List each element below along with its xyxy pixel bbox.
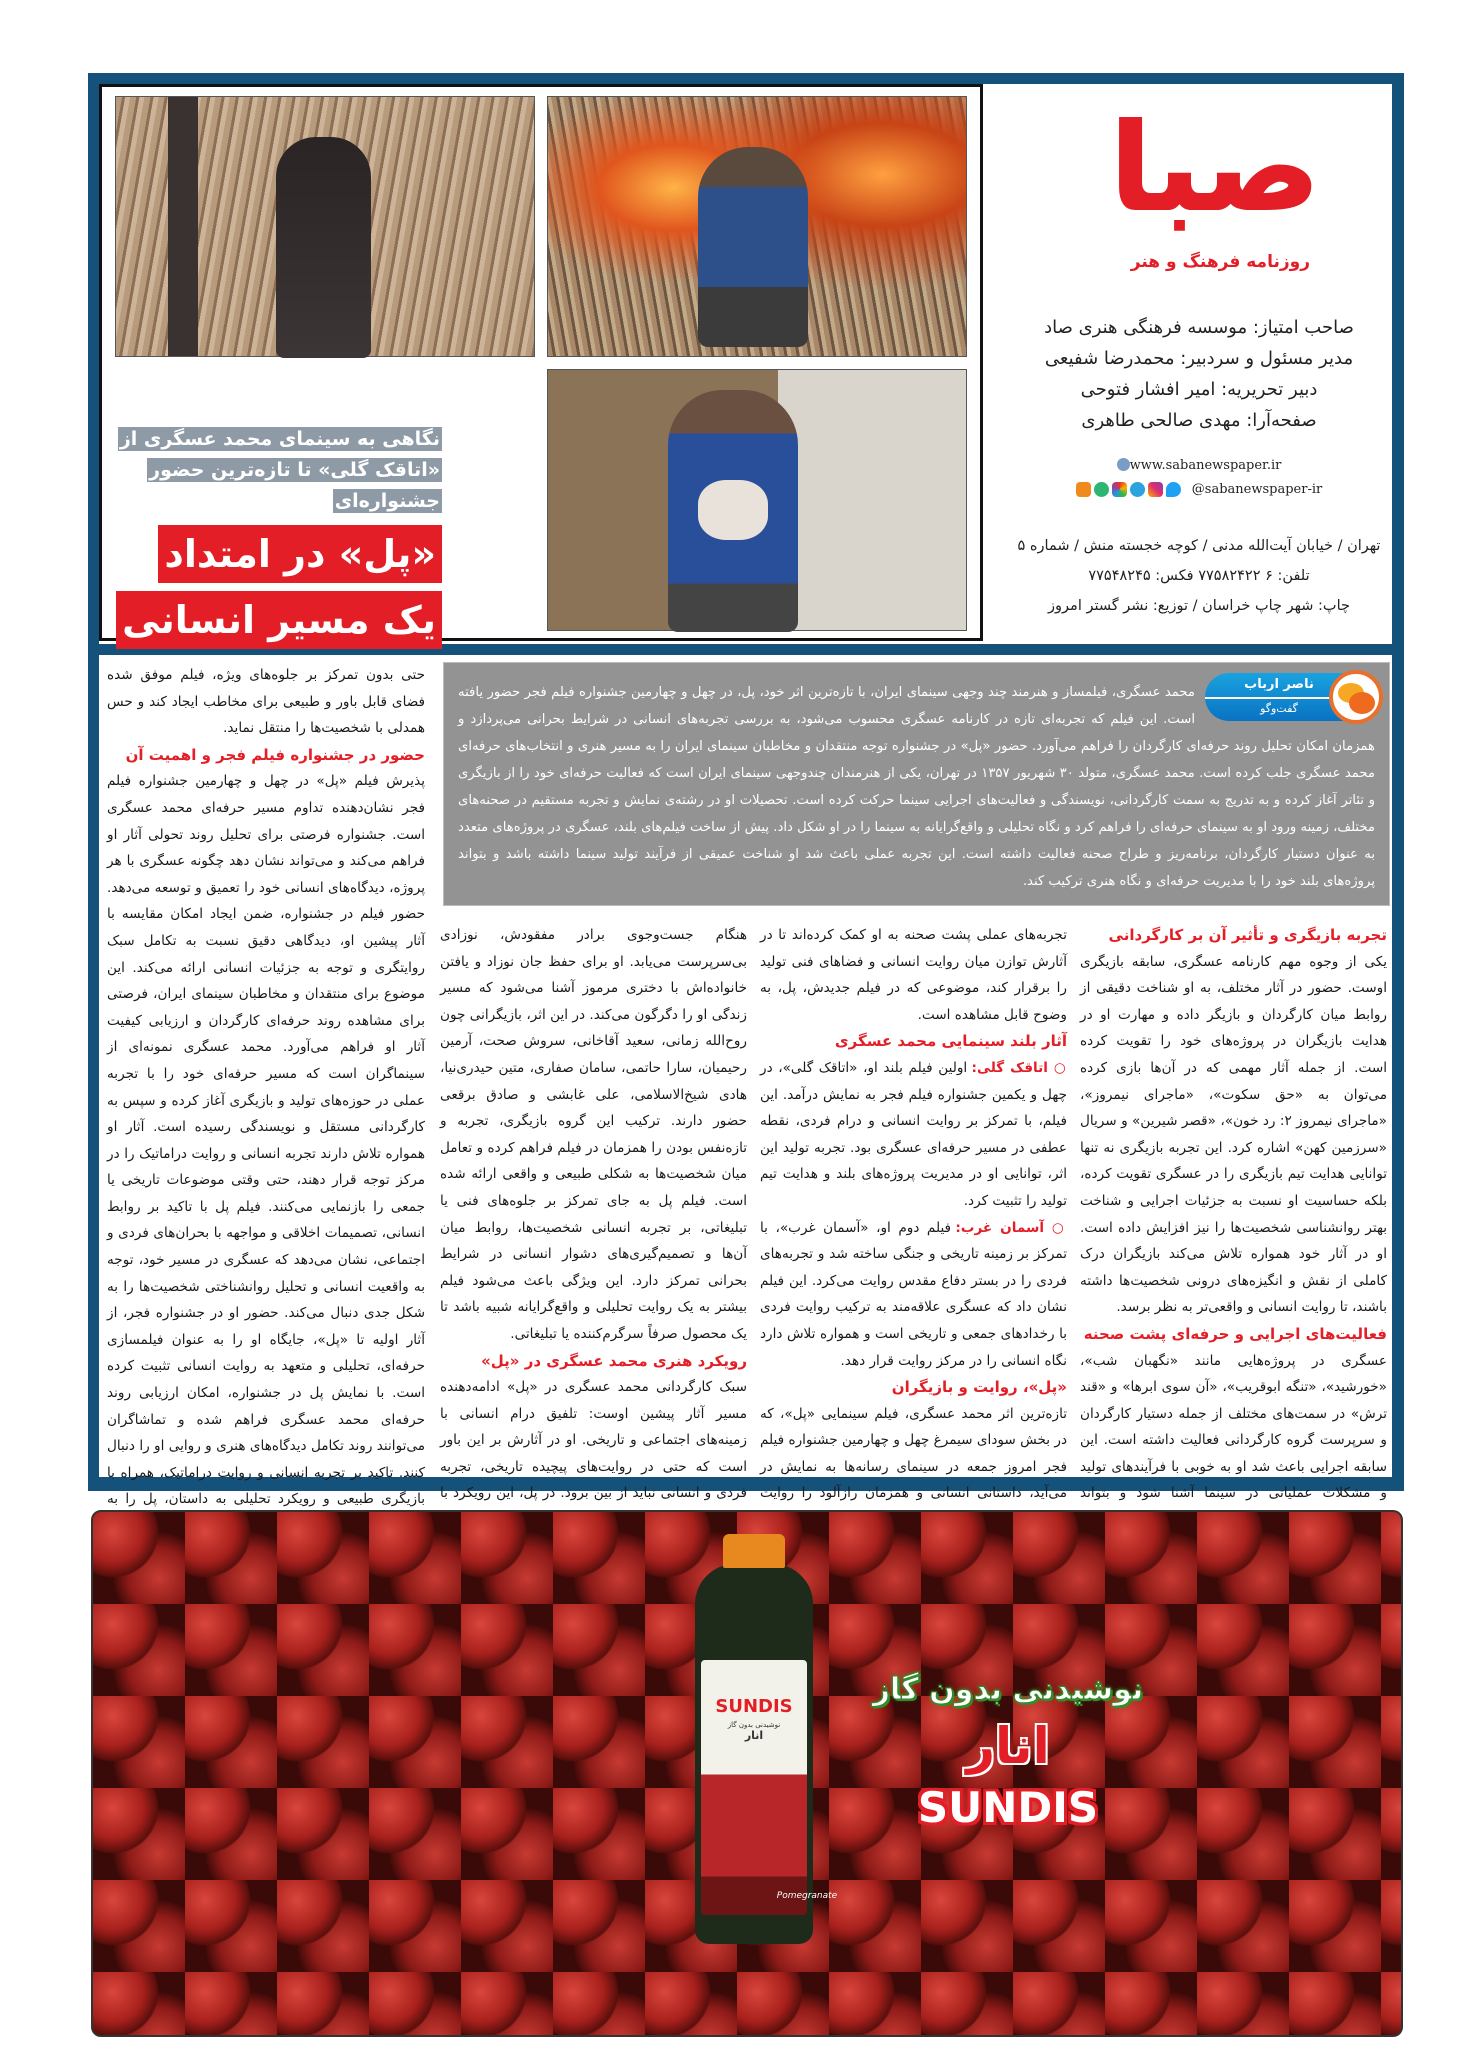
headline-kicker: نگاهی به سینمای محمد عسگری از «اتاقک گلی» تا تازه‌ترین حضور جشنواره‌ای [119, 428, 440, 512]
address-block [1010, 531, 1388, 621]
logo-tagline: روزنامه فرهنگ و هنر [1130, 252, 1310, 272]
paragraph: عسگری در پروژه‌هایی مانند «نگهبان شب»، «خورشید»، «تنگه ابوقریب»، «آن سوی ابرها» و «قند ترش» در سمت‌های مختلف از جمله دستیار کارگردان و سرپرست گروه کارگردانی فعالیت داشته است. این سابقه اجرایی باعث شد او به خوبی با فرآیندهای تولید و مشکلات عملیاتی در سینما آشنا شود و بتواند [1080, 1352, 1387, 1502]
bottle-brand: SUNDIS [715, 1696, 793, 1717]
eitaa-icon[interactable] [1076, 482, 1091, 497]
paragraph: هنگام جست‌وجوی برادر مفقودش، نوزادی بی‌سرپرست می‌یابد. او برای حفظ جان نوزاد و یافتن خانواده‌اش با دختری مرموز آشنا می‌شود که مسیر زندگی او را دگرگون می‌کند. در این اثر، بازیگرانی چون روح‌الله زمانی، سعید آقاخانی، سروش صحت، آرمین رحیمیان، سارا حاتمی، سامان صفاری، متین حیدری‌نیا، هادی شیخ‌الاسلامی، علی غابشی و صادق برقعی حضور دارند. ترکیب این گروه بازیگری، تجربه و تازه‌نفس بودن را همزمان در فیلم فراهم کرده و تعامل میان شخصیت‌ها به شکلی طبیعی و واقعی ارائه شده است. فیلم پل به جای تمرکز بر جلوه‌های فنی یا تبلیغاتی، بر تجربه انسانی شخصیت‌ها، روابط میان آن‌ها و تصمیم‌گیری‌های دشوار انسانی در شرایط بحرانی تمرکز دارد. این ویژگی باعث می‌شود فیلم بیشتر به یک روایت تحلیلی و واقع‌گرایانه شبیه باشد تا یک محصول صرفاً سرگرم‌کننده یا تبلیغاتی. [440, 927, 747, 1342]
woman-figure [276, 137, 371, 358]
print-distribution-line: چاپ: شهر چاپ خراسان / توزیع: نشر گستر امروز [1048, 598, 1350, 614]
ad-headline: نوشیدنی بدون گاز [872, 1672, 1144, 1707]
bale-icon[interactable] [1094, 482, 1109, 497]
article-column-4 [107, 662, 425, 1508]
article-column-2 [760, 922, 1068, 1502]
website-line [1010, 458, 1388, 473]
address-line: تهران / خیابان آیت‌الله مدنی / کوچه خجسته منش / شماره ۵ [1017, 538, 1381, 554]
intro-box [443, 662, 1390, 906]
instagram-icon[interactable] [1148, 482, 1163, 497]
headline-title-line1: «پل» در امتداد [158, 525, 442, 583]
baby-figure [698, 480, 768, 540]
paragraph: یکی از وجوه مهم کارنامه عسگری، سابقه بازیگری اوست. حضور در آثار مختلف، به او شناخت دقیقی از روابط میان کارگردان و بازیگر داده و مهارت او در هدایت بازیگران در پروژه‌های خود را تقویت کرده است. از جمله آثار مهمی که در آن‌ها بازی کرده می‌توان به «حق سکوت»، «ماجرای نیمروز»، «ماجرای نیمروز ۲: رد خون»، «قصر شیرین» و سریال «سرزمین کهن» اشاره کرد. این تجربه بازیگری نه تنها توانایی هدایت تیم بازیگری را در عسگری تقویت کرده، بلکه حساسیت او نسبت به جزئیات اجرایی و شناخت بهتر روانشناسی شخصیت‌ها را نیز افزایش داده است. او در آثار خود همواره تلاش می‌کند بازیگران درک کاملی از نقش و انگیزه‌های درونی شخصیت‌ها داشته باشند، تا روایت انسانی و واقعی‌تر به نظر برسد. [1080, 953, 1387, 1316]
saba-logo [1050, 99, 1350, 294]
article-column-1 [1080, 922, 1387, 1502]
paragraph: حتی بدون تمرکز بر جلوه‌های ویژه، فیلم موفق شده فضای قابل باور و طبیعی برای مخاطب ایجاد کند و حس همدلی با شخصیت‌ها را منتقل نماید. [107, 667, 425, 737]
subheading: «پل»، روایت و بازیگران [891, 1378, 1067, 1397]
bottle-english-label: Pomegranate [776, 1891, 838, 1901]
bottle-flavor: انار [744, 1729, 764, 1742]
film-still-woman-in-reeds [115, 96, 535, 357]
subheading: آثار بلند سینمایی محمد عسگری [834, 1032, 1067, 1051]
paragraph-text: فیلم دوم او، «آسمان غرب»، با تمرکز بر زمینه تاریخی و جنگی ساخته شد و تجربه‌های فردی را در بستر دفاع مقدس روایت می‌کرد. این فیلم نشان داد که عسگری علاقه‌مند به ترکیب روایت فردی با رخدادهای جمعی و تاریخی است و همواره تلاش دارد نگاه انسانی را در مرکز روایت قرار دهد. [760, 1219, 1067, 1369]
phone-fax-line: تلفن: ۶ ۷۷۵۸۲۴۲۲ فکس: ۷۷۵۴۸۲۴۵ [1088, 568, 1310, 584]
paragraph [760, 1215, 1067, 1375]
ad-copy [843, 1672, 1173, 1832]
author-badge [1205, 673, 1383, 721]
subheading: رویکرد هنری محمد عسگری در «پل» [481, 1351, 747, 1370]
intro-text: محمد عسگری، فیلمساز و هنرمند چند وجهی سینمای ایران، با تازه‌ترین اثر خود، پل، در چهل و چهارمین جشنواره فیلم فجر حضور یافته است. این فیلم که تجربه‌ای تازه در کارنامه عسگری محسوب می‌شود، به بررسی تجربه‌های انسانی در شرایط بحرانی می‌پردازد و همزمان امکان تحلیل روند حرفه‌ای کارگردان را فراهم می‌آورد. حضور «پل» در جشنواره توجه منتقدان و مخاطبان سینمای ایران را به مسیر هنری و انتخاب‌های حرفه‌ای محمد عسگری جلب کرده است. محمد عسگری، متولد ۳۰ شهریور ۱۳۵۷ در تهران، یکی از هنرمندان چندوجهی سینمای ایران است که فعالیت حرفه‌ای خود را از بازیگری و تئاتر آغاز کرده و به تدریج به سمت کارگردانی، نویسندگی و فعالیت‌های اجرایی سینما حرکت کرده است. تحصیلات او در رشته‌ی نمایش و تجربه مستقیم در صحنه‌های مختلف، زمینه ورود او به سینمای حرفه‌ای را فراهم کرد و نگاه تحلیلی و واقع‌گرایانه به سینما را در او شکل داد. پیش از ساخت فیلم‌های بلند، عسگری در پروژه‌های متعدد به عنوان دستیار کارگردان، برنامه‌ریز و طراح صحنه فعالیت داشته است. این تجربه عملی باعث شد او شناخت عمیقی از فرآیند تولید سینما داشته باشد و بتواند پروژه‌های بلند خود را با مدیریت حرفه‌ای و نگاه هنری ترکیب کند. [458, 685, 1375, 889]
bottle-subtitle: نوشیدنی بدون گاز [727, 1721, 781, 1729]
telegram-icon[interactable] [1130, 482, 1145, 497]
ad-flavor: انار [966, 1717, 1050, 1775]
staff-owner: صاحب امتیاز: موسسه فرهنگی هنری صاد [1044, 317, 1354, 338]
masthead [1010, 86, 1388, 638]
paragraph: پذیرش فیلم «پل» در چهل و چهارمین جشنواره فیلم فجر نشان‌دهنده تداوم مسیر حرفه‌ای محمد عسگری است. جشنواره فرصتی برای تحلیل روند تحولی آثار او فراهم می‌کند و می‌تواند نشان دهد چگونه عسگری با هر پروژه، دیدگاه‌های انسانی خود را تعمیق و توسعه می‌دهد. حضور فیلم در جشنواره، ضمن ایجاد امکان مقایسه با آثار پیشین او، دیدگاهی دقیق نسبت به تکامل سبک روایتگری و توجه به جزئیات انسانی ارائه می‌کند. این موضوع برای منتقدان و مخاطبان سینمای ایران، فرصتی برای مشاهده روند حرفه‌ای کارگردان و ارزیابی کیفیت آثار او فراهم می‌آورد. محمد عسگری نمونه‌ای از سینماگران است که مسیر حرفه‌ای خود را با تجربه عملی در حوزه‌های تولید و بازیگری آغاز کرده و سپس به کارگردانی مستقل و نویسندگی رسیده است. آثار او همواره تلاش دارند تجربه انسانی و روایت دراماتیک را در مرکز توجه قرار دهند، حتی وقتی موضوعات تاریخی یا جمعی را بازنمایی می‌کنند. فیلم پل با تاکید بر روابط انسانی، تصمیمات اخلاقی و مواجهه با بحران‌های فردی و اجتماعی، نشان می‌دهد که عسگری در مسیر خود، توجه به واقعیت انسانی و تحلیل روانشناختی شخصیت‌ها را به شکل جدی دنبال می‌کند. حضور او در جشنواره فجر، از آثار اولیه تا «پل»، جایگاه او را به عنوان فیلمسازی حرفه‌ای، تحلیلی و متعهد به روایت انسانی تثبیت کرده است. با نمایش پل در جشنواره، امکان ارزیابی روند حرفه‌ای محمد عسگری فراهم شده و تماشاگران می‌توانند روند تکامل دیدگاه‌های هنری و روایی او را دنبال کنند. تاکید بر تجربه انسانی و روایت دراماتیک، همراه با بازیگری طبیعی و رویکرد تحلیلی به داستان، پل را به [107, 773, 425, 1508]
author-name: ناصر ارباب [1205, 673, 1353, 699]
staff-list [1010, 312, 1388, 436]
staff-editor-in-chief: مدیر مسئول و سردبیر: محمدرضا شفیعی [1044, 348, 1354, 369]
twitter-icon[interactable] [1166, 482, 1181, 497]
website-link[interactable]: www.sabanewspaper.ir [1129, 458, 1282, 473]
bottle-label [701, 1660, 838, 1915]
subheading: فعالیت‌های اجرایی و حرفه‌ای پشت صحنه [1083, 1324, 1387, 1343]
social-line [1010, 482, 1388, 497]
film-still-man-by-fire [547, 96, 967, 357]
globe-icon [1117, 458, 1130, 471]
social-handle[interactable]: @sabanewspaper-ir [1191, 482, 1323, 497]
logo-mark: صبا [1110, 99, 1320, 238]
juice-bottle [695, 1534, 838, 1944]
speech-bubbles-icon [1329, 670, 1383, 724]
staff-layout: صفحه‌آرا: مهدی صالحی طاهری [1081, 410, 1317, 431]
subheading: تجربه بازیگری و تأثیر آن بر کارگردانی [1108, 926, 1387, 944]
sundis-advertisement[interactable] [91, 1510, 1403, 2037]
film-title-lead: ○ اتاقک گلی: [971, 1059, 1067, 1076]
film-title-lead: ○ آسمان غرب: [955, 1219, 1068, 1236]
film-still-man-holding-baby [547, 369, 967, 631]
staff-managing-editor: دبیر تحریریه: امیر افشار فتوحی [1080, 379, 1318, 400]
paragraph: تجربه‌های عملی پشت صحنه به او کمک کرده‌اند تا در آثارش توازن میان روایت انسانی و فضاهای فنی تولید را برقرار کند، موضوعی که در فیلم جدیدش، پل، به وضوح قابل مشاهده است. [760, 927, 1067, 1023]
section-label: گفت‌وگو [1260, 702, 1298, 715]
paragraph [760, 1055, 1067, 1215]
article-column-3 [440, 922, 747, 1502]
headline-title-line2: یک مسیر انسانی [116, 591, 442, 649]
paragraph: تازه‌ترین اثر محمد عسگری، فیلم سینمایی «پل»، که در بخش سودای سیمرغ چهل و چهارمین جشنواره فیلم فجر امروز جمعه در سینمای رسانه‌ها به نمایش در می‌آید، داستانی انسانی و همزمان رازآلود را روایت [760, 1405, 1067, 1502]
subheading: حضور در جشنواره فیلم فجر و اهمیت آن [125, 745, 425, 764]
man-figure [698, 147, 808, 347]
bottle-cap [723, 1534, 785, 1568]
headline-block [112, 424, 442, 649]
paragraph-text: اولین فیلم بلند او، «اتاقک گلی»، در چهل و یکمین جشنواره فیلم فجر به نمایش درآمد. این فیلم، با تمرکز بر روایت انسانی و درام فردی، نقطه عطفی در مسیر حرفه‌ای عسگری بود. تجربه تولید این اثر، توانایی او در مدیریت پروژه‌های بلند و هدایت تیم تولید را تثبیت کرد. [760, 1059, 1067, 1209]
rubika-icon[interactable] [1112, 482, 1127, 497]
paragraph: سبک کارگردانی محمد عسگری در «پل» ادامه‌دهنده مسیر آثار پیشین اوست: تلفیق درام انسانی با زمینه‌های اجتماعی و تاریخی. او در آثارش بر این باور است که حتی در روایت‌های پیچیده تاریخی، تجربه فردی و انسانی نباید از بین برود. در پل، این رویکرد با [440, 1379, 747, 1502]
ad-brand: SUNDIS [917, 1783, 1099, 1832]
